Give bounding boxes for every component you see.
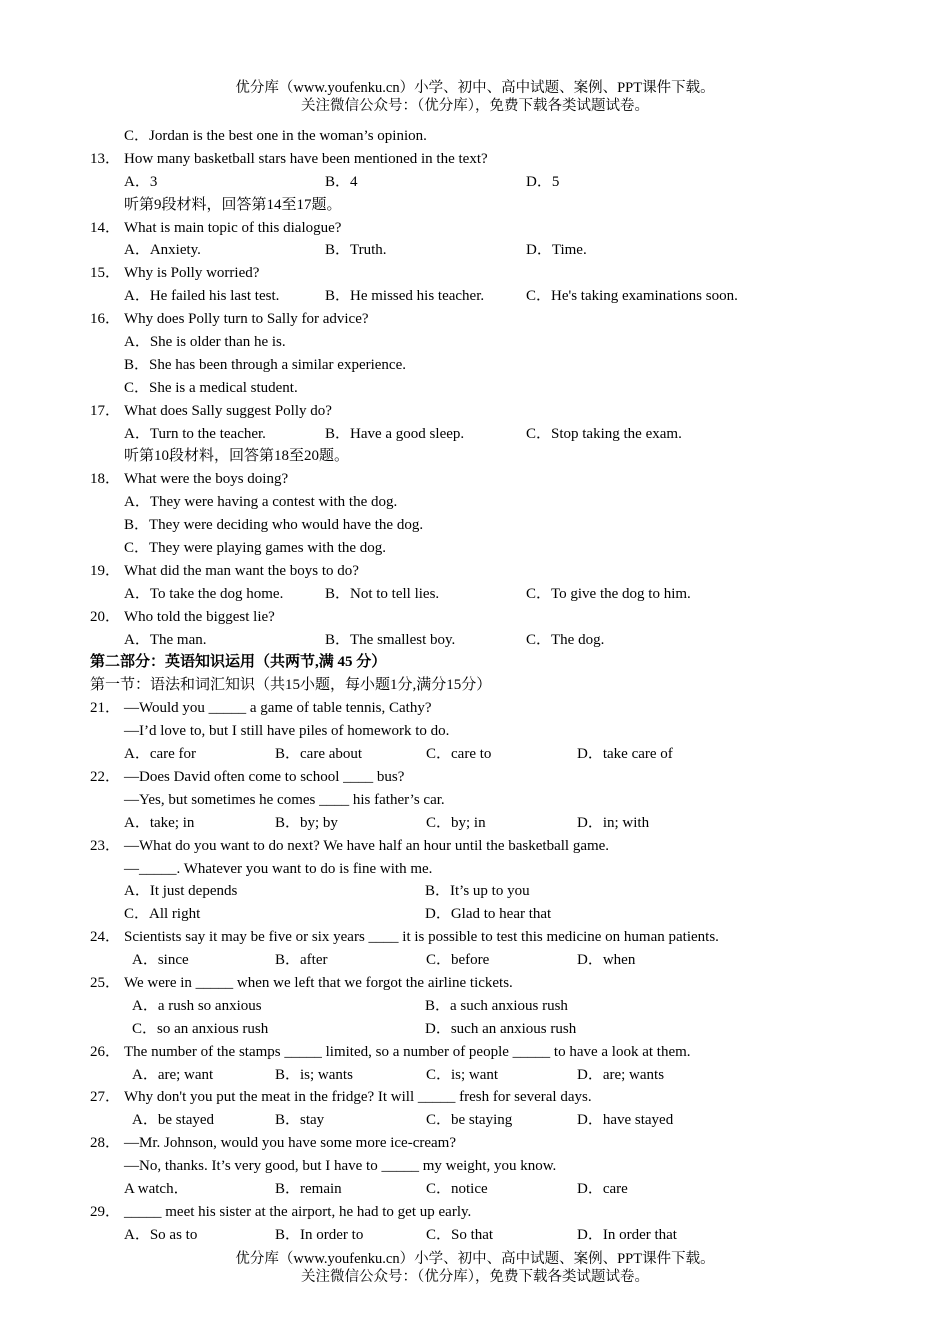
q23-options-row-1: A．It just depends B．It’s up to you xyxy=(124,883,530,900)
question-13: 13． How many basketball stars have been mentioned in the text? xyxy=(90,150,488,167)
part-2-heading: 第二部分：英语知识运用（共两节,满 45 分） xyxy=(90,654,387,671)
q22-reply: —Yes, but sometimes he comes ____ his father’s car. xyxy=(124,791,445,808)
q14-options: A．Anxiety. B．Truth. D．Time. xyxy=(124,242,587,259)
question-29: 29． _____ meet his sister at the airport, he had to get up early. xyxy=(90,1203,472,1220)
question-24: 24． Scientists say it may be five or six years ____ it is possible to test this medicine on human patients. xyxy=(90,929,719,946)
q16-option-c: C．She is a medical student. xyxy=(124,379,298,396)
question-19: 19． What did the man want the boys to do? xyxy=(90,562,359,579)
q23-options-row-2: C．All right D．Glad to hear that xyxy=(124,906,552,923)
q25-options-row-2: C．so an anxious rush D．such an anxious rush xyxy=(132,1020,577,1037)
question-16: 16． Why does Polly turn to Sally for advice? xyxy=(90,311,369,328)
q28-options: A watch． B．remain C．notice D．care xyxy=(124,1180,628,1197)
question-23: 23． —What do you want to do next? We have half an hour until the basketball game. xyxy=(90,837,610,854)
question-25: 25． We were in _____ when we left that we forgot the airline tickets. xyxy=(90,974,513,991)
q27-options: A．be stayed B．stay C．be staying D．have stayed xyxy=(132,1112,674,1129)
q16-option-b: B．She has been through a similar experience. xyxy=(124,356,406,373)
q28-reply: —No, thanks. It’s very good, but I have to _____ my weight, you know. xyxy=(124,1158,557,1175)
q29-options: A．So as to B．In order to C．So that D．In order that xyxy=(124,1226,677,1243)
q16-option-a: A．She is older than he is. xyxy=(124,334,286,351)
q18-option-b: B．They were deciding who would have the dog. xyxy=(124,517,424,534)
q24-options: A．since B．after C．before D．when xyxy=(132,952,636,969)
question-22: 22． —Does David often come to school ____ bus? xyxy=(90,768,405,785)
footer-line-1: 优分库（www.youfenku.cn）小学、初中、高中试题、案例、PPT课件下载。 xyxy=(235,1251,715,1267)
question-27: 27． Why don't you put the meat in the fridge? It will _____ fresh for several days. xyxy=(90,1089,592,1106)
question-28: 28． —Mr. Johnson, would you have some more ice-cream? xyxy=(90,1135,456,1152)
question-17: 17． What does Sally suggest Polly do? xyxy=(90,402,332,419)
q15-options: A．He failed his last test. B．He missed his teacher. C．He's taking examinations soon. xyxy=(124,288,738,305)
question-18: 18． What were the boys doing? xyxy=(90,471,289,488)
q18-option-a: A．They were having a contest with the dog. xyxy=(124,494,398,511)
question-14: 14． What is main topic of this dialogue? xyxy=(90,219,342,236)
page-footer xyxy=(0,1250,950,1286)
question-26: 26． The number of the stamps _____ limited, so a number of people _____ to have a look at them. xyxy=(90,1043,691,1060)
q23-reply: —_____. Whatever you want to do is fine with me. xyxy=(124,860,433,877)
section-10-instruction: 听第10段材料，回答第18至20题。 xyxy=(124,448,350,465)
q19-options: A．To take the dog home. B．Not to tell lies. C．To give the dog to him. xyxy=(124,585,691,602)
header-line-2: 关注微信公众号：（优分库），免费下载各类试题试卷。 xyxy=(301,98,649,114)
q13-options: A．3 B．4 D．5 xyxy=(124,173,560,190)
q21-reply: —I’d love to, but I still have piles of homework to do. xyxy=(124,723,450,740)
q20-options: A．The man. B．The smallest boy. C．The dog. xyxy=(124,631,605,648)
question-21: 21． —Would you _____ a game of table tennis, Cathy? xyxy=(90,700,432,717)
q17-options: A．Turn to the teacher. B．Have a good sleep. C．Stop taking the exam. xyxy=(124,425,682,442)
q25-options-row-1: A．a rush so anxious B．a such anxious rush xyxy=(132,997,568,1014)
footer-line-2: 关注微信公众号：（优分库），免费下载各类试题试卷。 xyxy=(301,1269,649,1285)
header-line-1: 优分库（www.youfenku.cn）小学、初中、高中试题、案例、PPT课件下载。 xyxy=(235,80,715,96)
section-1-heading: 第一节：语法和词汇知识（共15小题，每小题1分,满分15分） xyxy=(90,677,492,694)
q18-option-c: C．They were playing games with the dog. xyxy=(124,540,387,557)
q12-option-c: C．Jordan is the best one in the woman’s opinion. xyxy=(124,128,427,144)
q22-options: A．take; in B．by; by C．by; in D．in; with xyxy=(124,814,650,831)
q21-options: A．care for B．care about C．care to D．take care of xyxy=(124,746,673,763)
q26-options: A．are; want B．is; wants C．is; want D．are; wants xyxy=(132,1066,665,1083)
section-9-instruction: 听第9段材料，回答第14至17题。 xyxy=(124,196,342,213)
question-15: 15． Why is Polly worried? xyxy=(90,265,260,282)
page-header xyxy=(0,79,950,115)
question-20: 20． Who told the biggest lie? xyxy=(90,608,275,625)
exam-content xyxy=(90,125,870,1247)
